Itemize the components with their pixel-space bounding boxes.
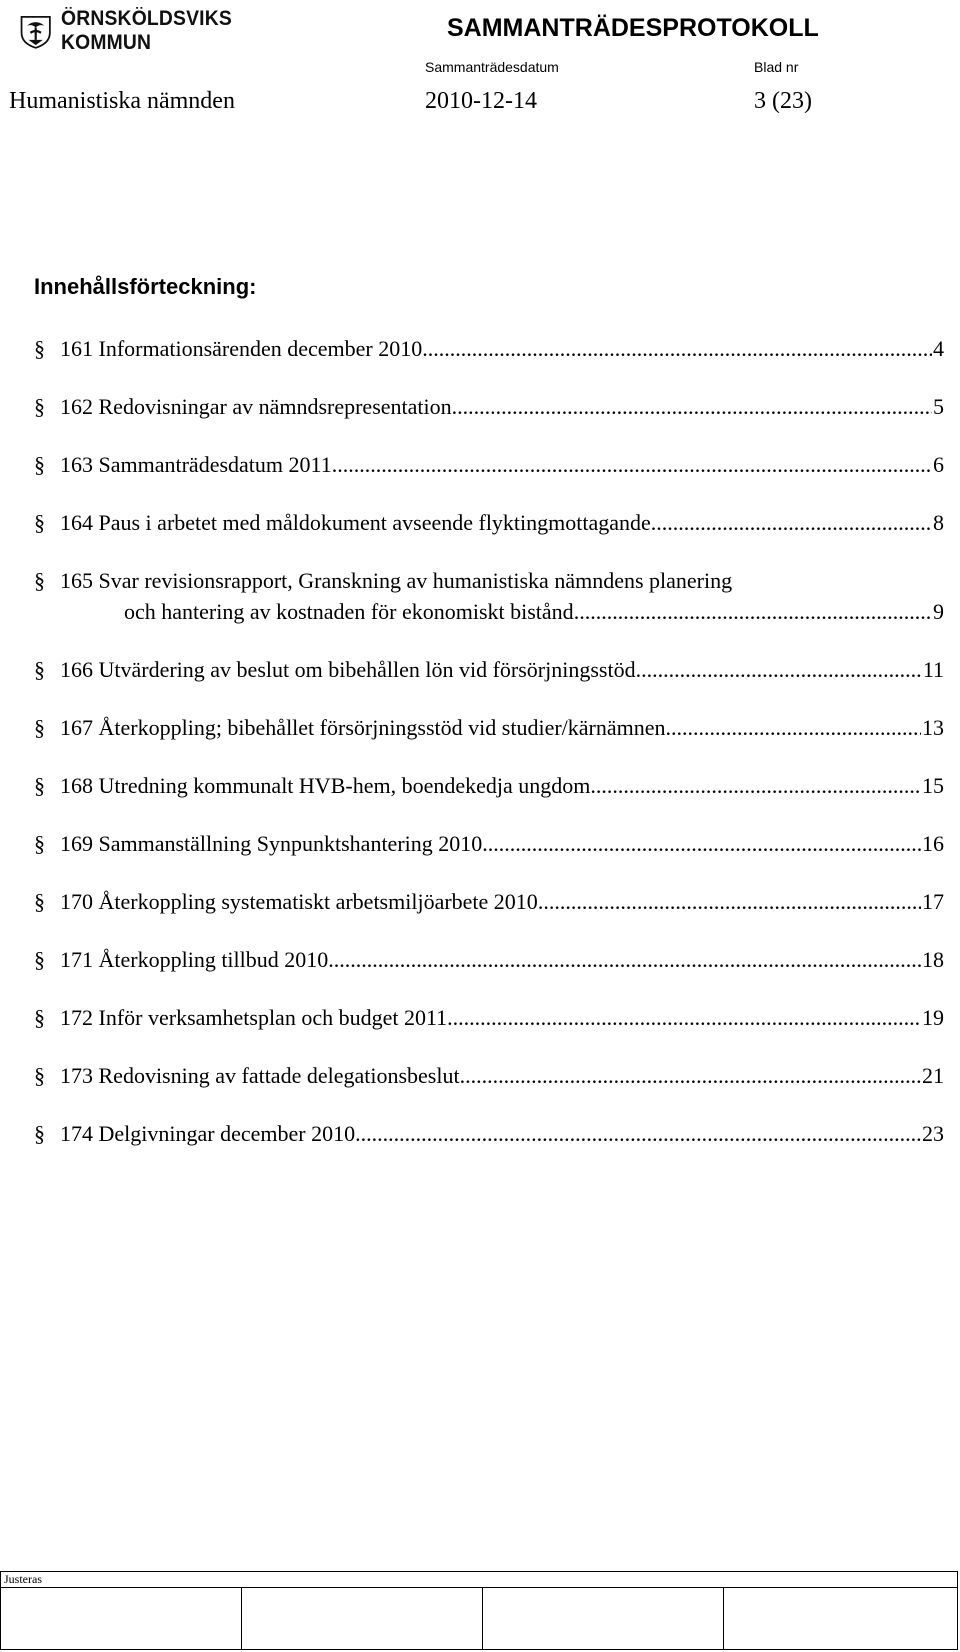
section-sign-icon: §	[34, 889, 45, 914]
dot-leader	[590, 770, 921, 801]
toc-item[interactable]	[34, 712, 944, 743]
toc-heading: Innehållsförteckning:	[34, 274, 257, 299]
section-sign-icon: §	[34, 715, 45, 740]
org-logo	[18, 8, 318, 54]
toc-item-page: 15	[922, 773, 944, 798]
section-sign-icon: §	[34, 568, 45, 593]
toc-item-title: 164 Paus i arbetet med måldokument avseende flyktingmottagande	[60, 510, 651, 535]
signature-cell[interactable]	[242, 1588, 483, 1650]
section-sign-icon: §	[34, 657, 45, 682]
toc-item-page: 5	[933, 394, 944, 419]
signature-cell[interactable]	[483, 1588, 724, 1650]
dot-leader	[538, 886, 921, 917]
toc-item[interactable]	[34, 1060, 944, 1091]
dot-leader	[482, 828, 921, 859]
toc-item-page: 13	[922, 715, 944, 740]
document-type: SAMMANTRÄDESPROTOKOLL	[447, 14, 819, 42]
toc-item[interactable]	[34, 1118, 944, 1149]
toc-item-page: 21	[922, 1063, 944, 1088]
section-sign-icon: §	[34, 773, 45, 798]
toc-item-title: och hantering av kostnaden för ekonomiskt bistånd	[124, 599, 574, 624]
committee-name: Humanistiska nämnden	[9, 88, 235, 114]
toc-item-page: 11	[922, 657, 944, 682]
dot-leader	[666, 712, 921, 743]
toc-item[interactable]	[34, 391, 944, 422]
toc-item-title: 163 Sammanträdesdatum 2011	[60, 452, 332, 477]
toc-item-title: 172 Inför verksamhetsplan och budget 2011	[60, 1005, 448, 1030]
toc-item-title: 161 Informationsärenden december 2010	[60, 336, 423, 361]
meeting-date: 2010-12-14	[425, 88, 537, 114]
toc-item-title: 170 Återkoppling systematiskt arbetsmiljöarbete 2010	[60, 889, 538, 914]
dot-leader	[447, 1002, 921, 1033]
page-label: Blad nr	[754, 59, 799, 75]
date-label: Sammanträdesdatum	[425, 59, 559, 75]
toc-list	[34, 333, 944, 1176]
toc-item-title-line1: 165 Svar revisionsrapport, Granskning av humanistiska nämndens planering	[60, 568, 733, 593]
coat-of-arms-icon	[18, 11, 53, 51]
dot-leader	[355, 1118, 921, 1149]
toc-item-title: 174 Delgivningar december 2010	[60, 1121, 356, 1146]
toc-item[interactable]	[34, 654, 944, 685]
section-sign-icon: §	[34, 1121, 45, 1146]
toc-item[interactable]	[34, 944, 944, 975]
toc-item[interactable]	[34, 507, 944, 538]
section-sign-icon: §	[34, 947, 45, 972]
toc-item-title: 173 Redovisning av fattade delegationsbeslut	[60, 1063, 460, 1088]
toc-item-title: 169 Sammanställning Synpunktshantering 2010	[60, 831, 483, 856]
toc-item[interactable]	[34, 770, 944, 801]
signature-label: Justeras	[1, 1572, 958, 1588]
dot-leader	[332, 449, 932, 480]
toc-item-page: 16	[922, 831, 944, 856]
dot-leader	[651, 507, 932, 538]
toc-item-title: 168 Utredning kommunalt HVB-hem, boendekedja ungdom	[60, 773, 591, 798]
section-sign-icon: §	[34, 336, 45, 361]
signature-table	[0, 1571, 958, 1650]
toc-item-page: 17	[922, 889, 944, 914]
page-number: 3 (23)	[754, 88, 812, 114]
dot-leader	[328, 944, 921, 975]
toc-item-page: 6	[933, 452, 944, 477]
toc-item-title: 167 Återkoppling; bibehållet försörjningsstöd vid studier/kärnämnen	[60, 715, 666, 740]
dot-leader	[452, 391, 932, 422]
toc-item-title: 171 Återkoppling tillbud 2010	[60, 947, 329, 972]
org-name: ÖRNSKÖLDSVIKS KOMMUN	[61, 7, 233, 54]
toc-item[interactable]	[34, 828, 944, 859]
toc-item-page: 9	[933, 599, 944, 624]
toc-item[interactable]	[34, 565, 944, 627]
toc-item[interactable]	[34, 1002, 944, 1033]
signature-cell[interactable]	[1, 1588, 242, 1650]
toc-item-page: 23	[922, 1121, 944, 1146]
dot-leader	[636, 654, 922, 685]
section-sign-icon: §	[34, 831, 45, 856]
signature-cell[interactable]	[724, 1588, 958, 1650]
section-sign-icon: §	[34, 452, 45, 477]
dot-leader	[422, 333, 932, 364]
toc-item[interactable]	[34, 886, 944, 917]
section-sign-icon: §	[34, 394, 45, 419]
toc-item[interactable]	[34, 449, 944, 480]
toc-item-page: 8	[933, 510, 944, 535]
toc-item-page: 19	[922, 1005, 944, 1030]
dot-leader	[460, 1060, 921, 1091]
toc-item-page: 4	[933, 336, 944, 361]
section-sign-icon: §	[34, 1063, 45, 1088]
toc-item-title: 166 Utvärdering av beslut om bibehållen lön vid försörjningsstöd	[60, 657, 636, 682]
toc-item-title: 162 Redovisningar av nämndsrepresentation	[60, 394, 452, 419]
section-sign-icon: §	[34, 510, 45, 535]
section-sign-icon: §	[34, 1005, 45, 1030]
dot-leader	[574, 596, 932, 627]
toc-item[interactable]	[34, 333, 944, 364]
toc-item-page: 18	[922, 947, 944, 972]
